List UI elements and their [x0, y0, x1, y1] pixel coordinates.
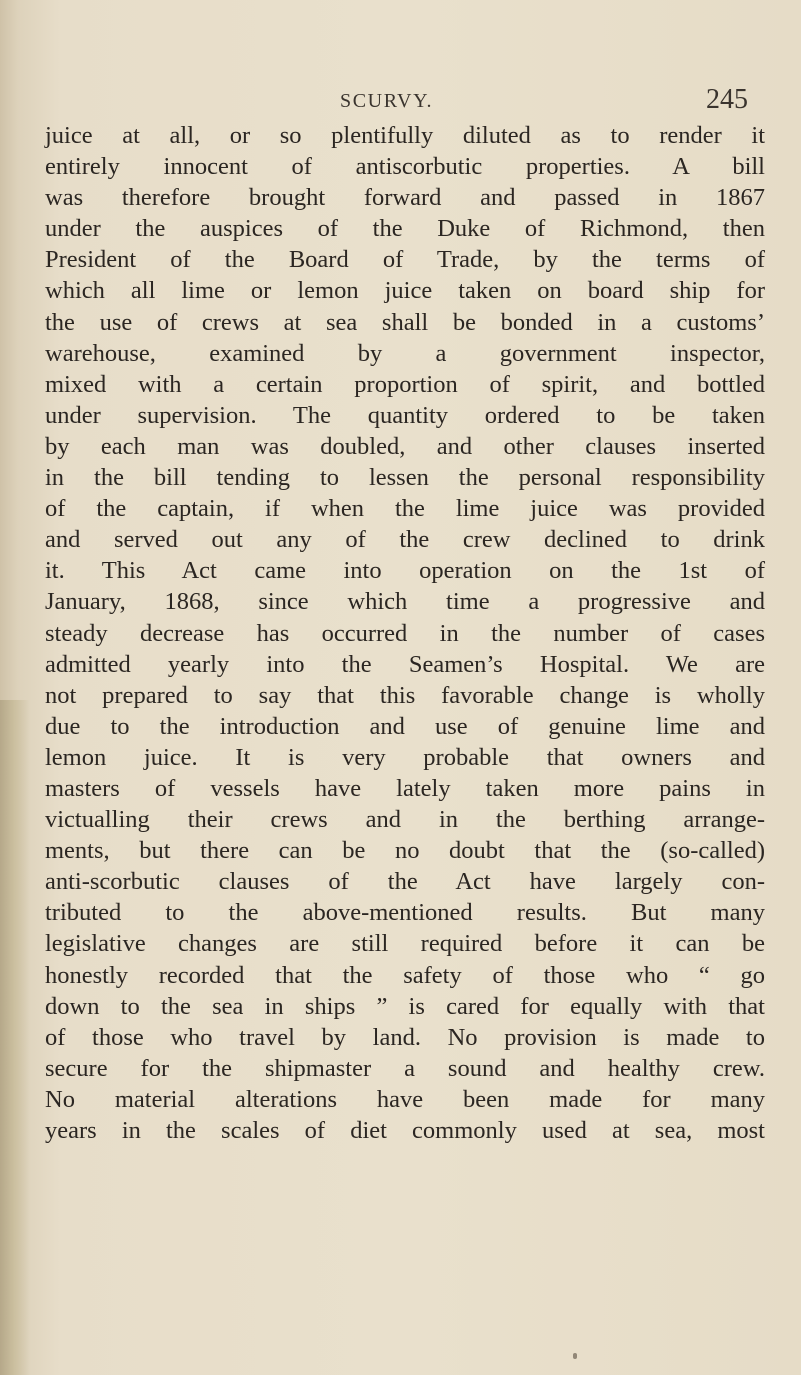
text-line: by each man was doubled, and other clauses inserted	[45, 432, 765, 460]
text-line: warehouse, examined by a government inspector,	[45, 339, 765, 367]
text-line: was therefore brought forward and passed in 1867	[45, 184, 765, 212]
text-line: years in the scales of diet commonly used at sea, most	[45, 1117, 765, 1144]
text-line: mixed with a certain proportion of spirit, and bottled	[45, 370, 765, 398]
text-line: legislative changes are still required before it can be	[45, 930, 765, 958]
text-line: anti-scorbutic clauses of the Act have largely con-	[45, 868, 765, 896]
text-line: entirely innocent of antiscorbutic properties. A bill	[45, 153, 765, 181]
text-line: of those who travel by land. No provision is made to	[45, 1023, 765, 1051]
text-line: in the bill tending to lessen the personal responsibility	[45, 464, 765, 492]
running-head	[0, 84, 801, 118]
running-title: SCURVY.	[340, 90, 434, 112]
text-line: admitted yearly into the Seamen’s Hospital. We are	[45, 650, 765, 678]
text-line: under the auspices of the Duke of Richmond, then	[45, 215, 765, 243]
page-number: 245	[706, 84, 748, 115]
text-line: masters of vessels have lately taken more pains in	[45, 774, 765, 802]
text-line: victualling their crews and in the berthing arrange-	[45, 806, 765, 834]
text-line: the use of crews at sea shall be bonded in a customs’	[45, 308, 765, 336]
text-line: No material alterations have been made for many	[45, 1085, 765, 1113]
text-line: which all lime or lemon juice taken on board ship for	[45, 277, 765, 305]
ink-speck	[573, 1353, 577, 1359]
text-line: January, 1868, since which time a progressive and	[45, 588, 765, 616]
text-line: lemon juice. It is very probable that owners and	[45, 743, 765, 771]
text-line: honestly recorded that the safety of those who “ go	[45, 961, 765, 989]
text-line: steady decrease has occurred in the number of cases	[45, 619, 765, 647]
text-line: ments, but there can be no doubt that the (so-called)	[45, 837, 765, 865]
text-line: under supervision. The quantity ordered to be taken	[45, 401, 765, 429]
text-line: of the captain, if when the lime juice was provided	[45, 495, 765, 523]
text-line: down to the sea in ships ” is cared for equally with that	[45, 992, 765, 1020]
text-line: due to the introduction and use of genuine lime and	[45, 712, 765, 740]
text-line: it. This Act came into operation on the 1st of	[45, 557, 765, 585]
body-text	[45, 120, 765, 1146]
binding-shadow	[0, 700, 30, 1375]
text-line: and served out any of the crew declined to drink	[45, 526, 765, 554]
text-line: juice at all, or so plentifully diluted as to render it	[45, 122, 765, 149]
text-line: tributed to the above-mentioned results. But many	[45, 899, 765, 927]
text-line: secure for the shipmaster a sound and healthy crew.	[45, 1054, 765, 1082]
text-line: not prepared to say that this favorable change is wholly	[45, 681, 765, 709]
text-line: President of the Board of Trade, by the terms of	[45, 246, 765, 274]
